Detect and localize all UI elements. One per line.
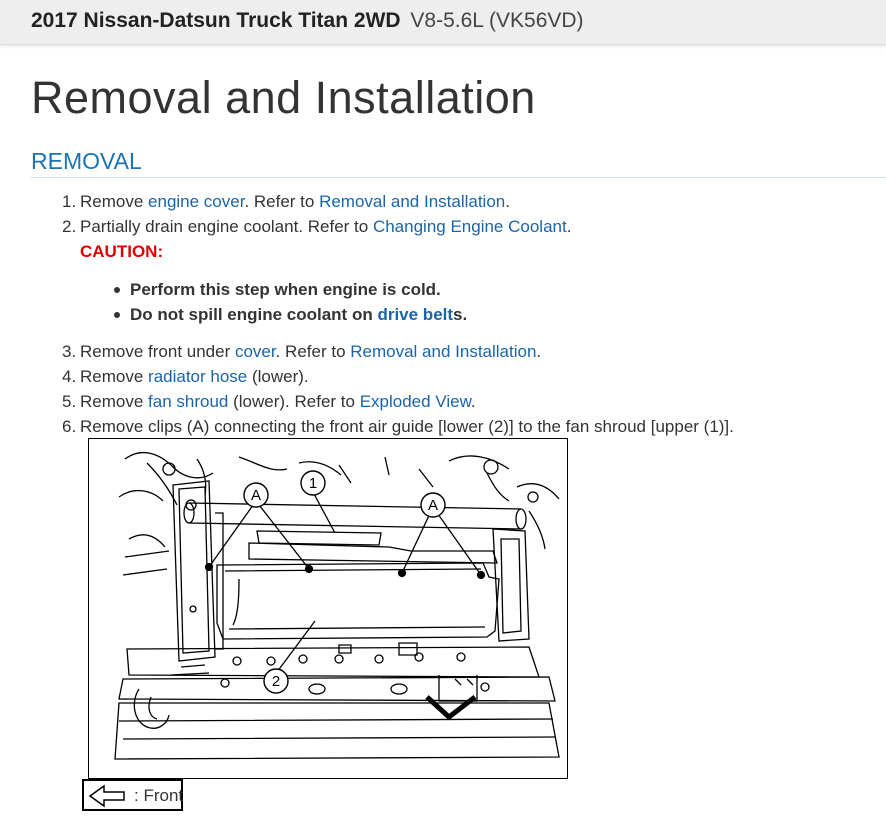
step-text: . bbox=[505, 192, 510, 211]
front-legend-label: : Front bbox=[134, 786, 184, 805]
vehicle-name: 2017 Nissan-Datsun Truck Titan 2WD bbox=[31, 9, 401, 32]
exploded-view-link[interactable]: Exploded View bbox=[359, 392, 471, 411]
step-text: Remove bbox=[80, 192, 149, 211]
procedure-steps bbox=[62, 189, 882, 439]
step-1 bbox=[62, 189, 882, 214]
step-3 bbox=[62, 339, 882, 364]
step-number: 5. bbox=[62, 392, 77, 411]
step-text: Remove bbox=[80, 367, 149, 386]
step-text: Remove clips (A) connecting the front air guide [lower (2)] to the fan shroud [upper (1)]. bbox=[80, 417, 734, 436]
caution-item bbox=[112, 277, 882, 302]
callout-label: 1 bbox=[308, 475, 318, 492]
fan-shroud-diagram bbox=[88, 438, 568, 779]
step-text: . Refer to bbox=[244, 192, 320, 211]
caution-list bbox=[80, 277, 882, 327]
radiator-hose-link[interactable]: radiator hose bbox=[148, 367, 248, 386]
step-text: (lower). Refer to bbox=[228, 392, 360, 411]
removal-installation-link[interactable]: Removal and Installation bbox=[350, 342, 537, 361]
front-arrow-icon bbox=[88, 784, 130, 808]
diagram-illustration bbox=[89, 439, 567, 778]
caution-text: s. bbox=[453, 305, 468, 324]
step-text: . Refer to bbox=[275, 342, 351, 361]
caution-item bbox=[112, 302, 882, 327]
front-legend bbox=[82, 779, 183, 811]
caution-text: Do not spill engine coolant on bbox=[130, 305, 378, 324]
step-text: Remove front under bbox=[80, 342, 235, 361]
caution-text: Perform this step when engine is cold. bbox=[130, 280, 441, 299]
engine-cover-link[interactable]: engine cover bbox=[148, 192, 245, 211]
step-number: 6. bbox=[62, 417, 77, 436]
step-5 bbox=[62, 389, 882, 414]
fan-shroud-link[interactable]: fan shroud bbox=[148, 392, 229, 411]
callout-label: A bbox=[427, 497, 439, 514]
callout-label: A bbox=[250, 487, 262, 504]
section-heading-removal: REMOVAL bbox=[31, 148, 886, 178]
step-text: Remove bbox=[80, 392, 149, 411]
step-number: 1. bbox=[62, 192, 77, 211]
step-number: 2. bbox=[62, 217, 77, 236]
caution-block bbox=[62, 239, 882, 327]
drive-belt-link[interactable]: drive belt bbox=[377, 305, 454, 324]
removal-installation-link[interactable]: Removal and Installation bbox=[319, 192, 506, 211]
caution-title: CAUTION: bbox=[80, 242, 164, 261]
step-4 bbox=[62, 364, 882, 389]
callout-label: 2 bbox=[271, 673, 281, 690]
vehicle-header-text bbox=[31, 9, 584, 33]
step-text: . bbox=[566, 217, 572, 236]
changing-engine-coolant-link[interactable]: Changing Engine Coolant bbox=[372, 217, 567, 236]
step-2 bbox=[62, 214, 882, 239]
step-number: 3. bbox=[62, 342, 77, 361]
step-text: (lower). bbox=[247, 367, 309, 386]
cover-link[interactable]: cover bbox=[234, 342, 276, 361]
engine-name: V8-5.6L (VK56VD) bbox=[410, 9, 584, 32]
page-title: Removal and Installation bbox=[31, 72, 536, 123]
step-text: Partially drain engine coolant. Refer to bbox=[80, 217, 373, 236]
step-text: . bbox=[470, 392, 476, 411]
step-number: 4. bbox=[62, 367, 77, 386]
step-text: . bbox=[536, 342, 542, 361]
step-6 bbox=[62, 414, 882, 439]
vehicle-header bbox=[0, 0, 886, 45]
